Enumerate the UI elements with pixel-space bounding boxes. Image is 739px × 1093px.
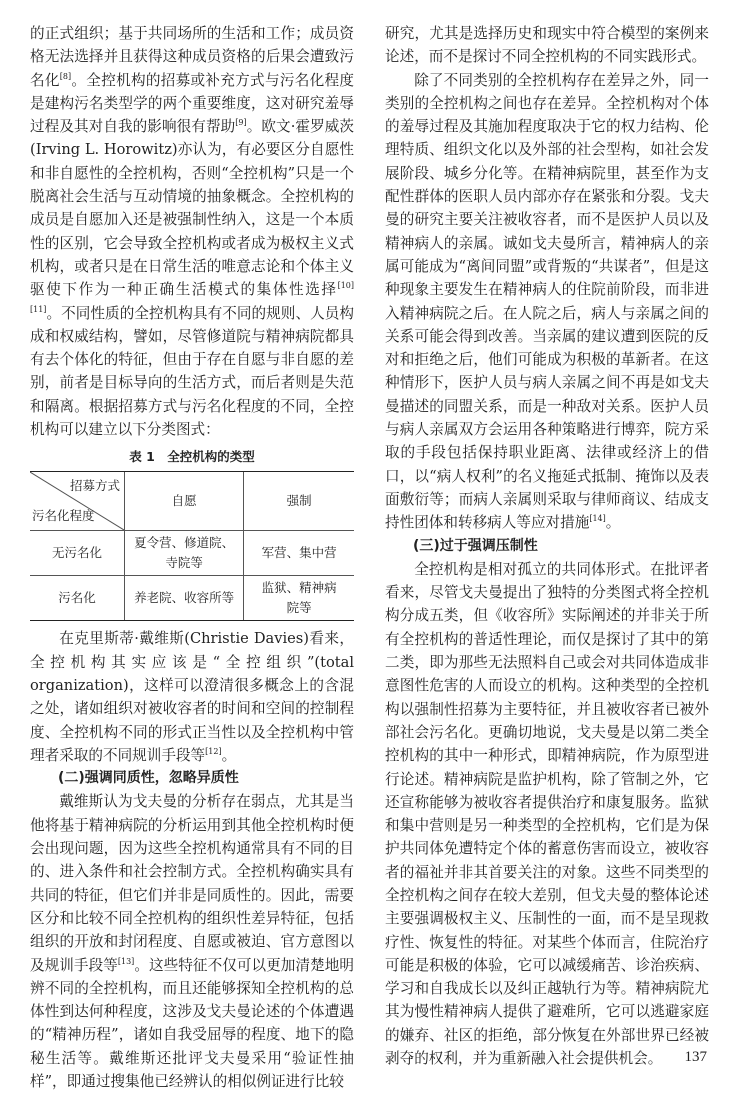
paragraph [30, 790, 354, 1093]
institution-types-table [30, 471, 354, 621]
citation-ref[interactable]: [8] [59, 71, 72, 81]
table-row [30, 576, 354, 621]
citation-ref[interactable]: [10][11] [30, 281, 354, 314]
table-cell: 监狱、精神病院等 [244, 576, 354, 621]
table-caption: 表 1 全控机构的类型 [129, 449, 255, 465]
citation-ref[interactable]: [14] [589, 514, 606, 524]
text: 戴维斯认为戈夫曼的分析存在弱点，尤其是当他将基于精神病院的分析运用到其他全控机构时便会出现问题，因为这些全控机构通常具有不同的目的、进入条件和社会控制方式。全控机构确实具有共同的特征，但它们并非是同质性的。因此，需要区分和比较不同全控机构的组织性差异特征，包括组织的开放和封闭程度、自愿或被迫、官方意图以及规训手段等 [30, 793, 354, 974]
table-cell: 养老院、收容所等 [125, 576, 244, 621]
row-header: 无污名化 [30, 531, 125, 576]
text: 除了不同类别的全控机构存在差异之外，同一类别的全控机构之间也存在差异。全控机构对个体的羞辱过程及其施加程度取决于它的权力结构、伦理特质、组织文化以及外部的社会型构，如社会发展阶段、城乡分化等。在精神病院里，甚至作为支配性群体的医职人员内部亦存在紧张和分裂。戈夫曼的研究主要关注被收容者，而不是医护人员以及精神病人的亲属。诚如戈夫曼所言，精神病人的亲属可能成为“离间同盟”或背叛的“共谋者”，但是这种现象主要发生在精神病人的住院前阶段，而非进入精神病院之后。在人院之后，病人与亲属之间的关系可能会得到改善。当亲属的建议遭到医院的反对和拒绝之后，他们可能成为积极的革新者。在这种情形下，医护人员与病人亲属之间不再是如戈夫曼描述的同盟关系，而是一种敌对关系。医护人员与病人亲属双方会运用各种策略进行博弈，院方采取的手段包括保持职业距离、法律或经济上的借口，以“病人权利”的名义拖延式抵制、掩饰以及表面敷衍等；而病人亲属则采取与律师商议、结成支持性团体和转移病人等应对措施 [385, 71, 709, 532]
paragraph: 全控机构是相对孤立的共同体形式。在批评者看来，尽管戈夫曼提出了独特的分类图式将全控机构分成五类，但《收容所》实际阐述的并非关于所有全控机构的普适性理论，而仅是探讨了其中的第二类，即为那些无法照料自己或会对共同体造成非意图性危害的人而设立的机构。这种类型的全控机构以强制性招募为主要特征，并且被收容者已被外部社会污名化。更确切地说，戈夫曼是以第二类全控机构的其中一种形式，即精神病院，作为原型进行论述。精神病院是监护机构，除了管制之外，它还宣称能够为被收容者提供治疗和康复服务。监狱和集中营则是另一种类型的全控机构，它们是为保护共同体免遭特定个体的蓄意伤害而设立，被收容者的福祉并非其首要关注的对象。这些不同类型的全控机构之间存在较大差别，但戈夫曼的整体论述主要强调极权主义、压制性的一面，而不是呈现救疗性、恢复性的特征。对某些个体而言，住院治疗可能是积极的体验，它可以减缓痛苦、诊治疾病、学习和自我成长以及纠正越轨行为等。精神病院尤其为慢性精神病人提供了避难所，它可以逃避家庭的嫌弃、社区的拒绝，部分恢复在外部世界已经被剥夺的权利，并为重新融入社会提供机会。 [385, 560, 709, 1068]
paragraph [385, 69, 709, 535]
text: 。 [221, 746, 237, 764]
page-number: 137 [684, 1049, 707, 1065]
table-cell: 军营、集中营 [244, 531, 354, 576]
text: 。不同性质的全控机构具有不同的规则、人员构成和权威结构，譬如，尽管修道院与精神病院都具有去个体化的特征，但由于存在自愿与非自愿的差别，前者是目标导向的生活方式，而后者则是失范和隔离。根据招募方式与污名化程度的不同，全控机构可以建立以下分类图式： [30, 304, 354, 439]
row-axis-label: 污名化程度 [32, 508, 95, 524]
citation-ref[interactable]: [12] [205, 746, 222, 756]
section-heading: (三)过于强调压制性 [413, 537, 538, 554]
text: 。全控机构的招募或补充方式与污名化程度是建构污名类型学的两个重要维度，这对研究羞辱过程及其对自我的影响很有帮助 [30, 71, 354, 136]
diagonal-header-cell [30, 472, 125, 531]
paragraph [30, 627, 354, 767]
table-cell: 夏令营、修道院、寺院等 [125, 531, 244, 576]
row-header: 污名化 [30, 576, 125, 621]
column-header: 自愿 [125, 472, 244, 531]
paragraph [30, 22, 354, 441]
table-row [30, 531, 354, 576]
table-header-row [30, 472, 354, 531]
paragraph: 研究，尤其是选择历史和现实中符合模型的案例来论述，而不是探讨不同全控机构的不同实践形式。 [385, 25, 709, 66]
citation-ref[interactable]: [13] [117, 956, 135, 966]
text: 。这些特征不仅可以更加清楚地明辨不同的全控机构，而且还能够探知全控机构的总体性到达何种程度，这涉及戈夫曼论述的个体遭遇的“精神历程”，诸如自我受屈辱的程度、地下的隐秘生活等。戴维斯还批评戈夫曼采用“验证性抽样”，即通过搜集他已经辨认的相似例证进行比较 [30, 956, 354, 1090]
right-column [385, 22, 709, 1070]
left-column [30, 22, 354, 1093]
section-heading: (二)强调同质性，忽略异质性 [58, 770, 239, 787]
text: 在克里斯蒂·戴维斯(Christie Davies)看来，全控机构其实应该是“全控组织”(total organization)，这样可以澄清很多概念上的含混之处，诸如组织对被收容者的时间和空间的控制程度、全控机构不同的形式正当性以及全控机构中管理者采取的不同规训手段等 [30, 630, 354, 764]
column-axis-label: 招募方式 [69, 478, 120, 494]
text: 的正式组织；基于共同场所的生活和工作；成员资格无法选择并且获得这种成员资格的后果会遭致污名化 [30, 25, 354, 89]
text: 。 [605, 514, 621, 532]
column-header: 强制 [244, 472, 354, 531]
citation-ref[interactable]: [9] [235, 118, 247, 128]
text: 。欧文·霍罗威茨(Irving L. Horowitz)亦认为，有必要区分自愿性和非自愿性的全控机构，否则“全控机构”只是一个脱离社会生活与互动情境的抽象概念。全控机构的成员是自愿加入还是被强制性纳入，这是一个本质性的区别，它会导致全控机构或者成为极权主义式机构，或者只是在日常生活的唯意志论和个体主义驱使下作为一种正确生活模式的集体性选择 [30, 118, 354, 299]
